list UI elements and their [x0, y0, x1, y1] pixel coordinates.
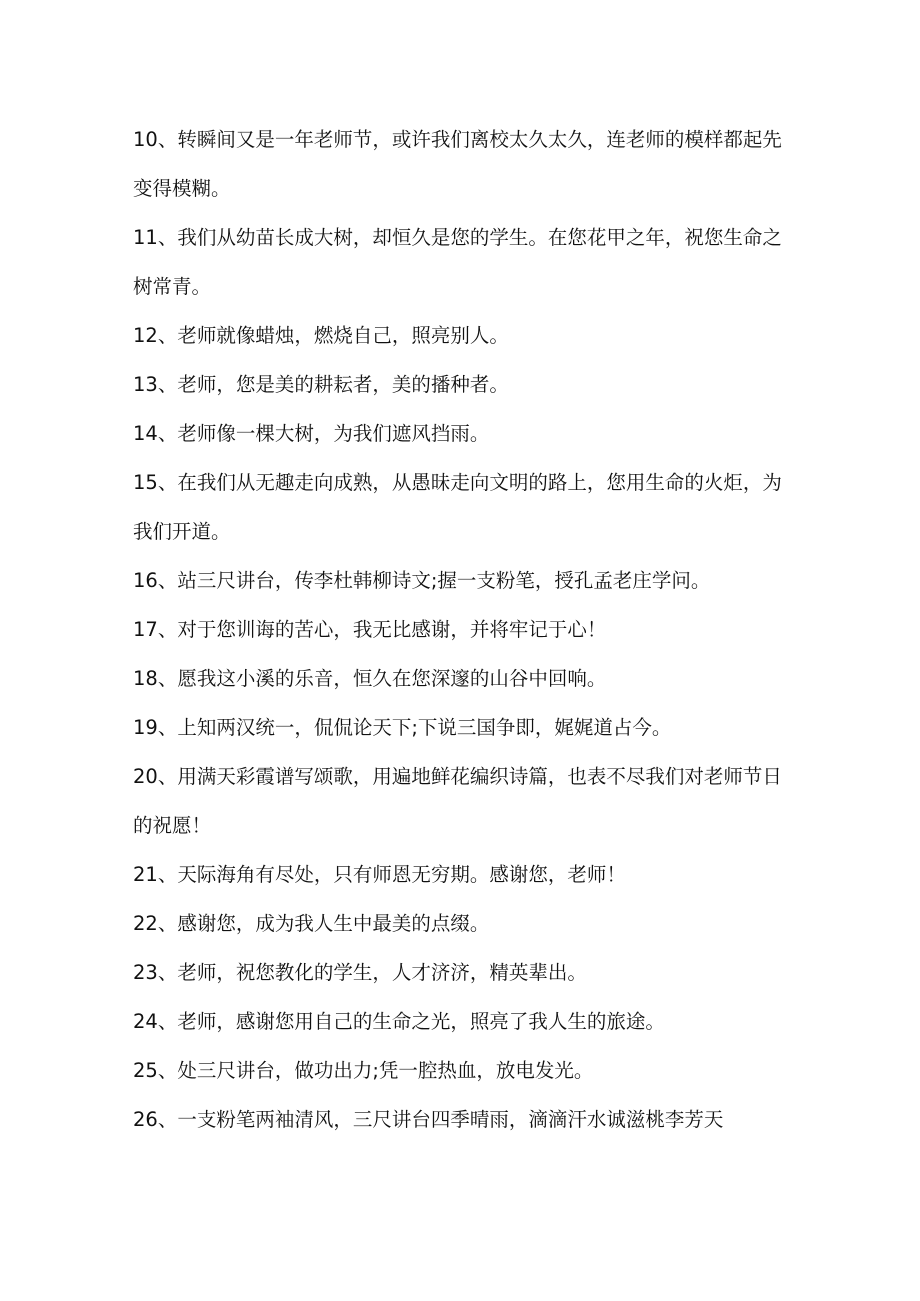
list-item-18: 18、愿我这小溪的乐音，恒久在您深邃的山谷中回响。	[133, 667, 607, 690]
list-item-26: 26、一支粉笔两袖清风，三尺讲台四季晴雨，滴滴汗水诚滋桃李芳天	[133, 1108, 724, 1131]
list-item-16: 16、站三尺讲台，传李杜韩柳诗文;握一支粉笔，授孔孟老庄学问。	[133, 569, 711, 592]
list-item-24: 24、老师，感谢您用自己的生命之光，照亮了我人生的旅途。	[133, 1010, 665, 1033]
list-item-25: 25、处三尺讲台，做功出力;凭一腔热血，放电发光。	[133, 1059, 594, 1082]
list-item-23: 23、老师，祝您教化的学生，人才济济，精英辈出。	[133, 961, 587, 984]
list-item-12: 12、老师就像蜡烛，燃烧自己，照亮别人。	[133, 324, 509, 347]
list-item-13: 13、老师，您是美的耕耘者，美的播种者。	[133, 373, 509, 396]
list-item-19: 19、上知两汉统一，侃侃论天下;下说三国争即，娓娓道占今。	[133, 716, 672, 739]
list-item-14: 14、老师像一棵大树，为我们遮风挡雨。	[133, 422, 490, 445]
list-item-15: 15、在我们从无趣走向成熟，从愚昧走向文明的路上，您用生命的火炬，为我们开道。	[133, 471, 782, 543]
list-item-20: 20、用满天彩霞谱写颂歌，用遍地鲜花编织诗篇，也表不尽我们对老师节日的祝愿！	[133, 765, 782, 837]
list-item-22: 22、感谢您，成为我人生中最美的点缀。	[133, 912, 490, 935]
list-item-17: 17、对于您训诲的苦心，我无比感谢，并将牢记于心！	[133, 618, 607, 641]
document-body	[133, 115, 793, 1144]
list-item-21: 21、天际海角有尽处，只有师恩无穷期。感谢您，老师！	[133, 863, 626, 886]
list-item-11: 11、我们从幼苗长成大树，却恒久是您的学生。在您花甲之年，祝您生命之树常青。	[133, 226, 782, 298]
list-item-10: 10、转瞬间又是一年老师节，或许我们离校太久太久，连老师的模样都起先变得模糊。	[133, 128, 782, 200]
